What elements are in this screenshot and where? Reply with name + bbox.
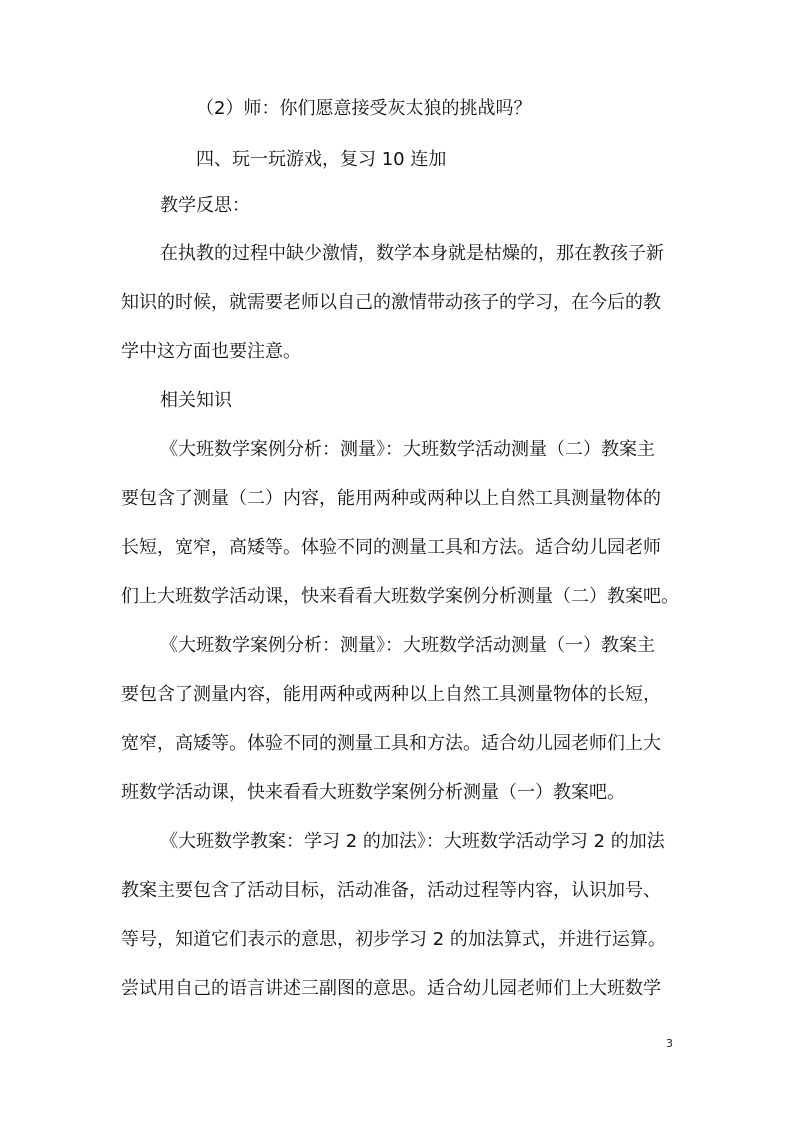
list-item-teacher-question: （2）师：你们愿意接受灰太狼的挑战吗？ [196,98,532,119]
paragraph-line: 们上大班数学活动课，快来看看大班数学案例分析测量（二）教案吧。 [121,586,679,607]
paragraph-line: 知识的时候，就需要老师以自己的激情带动孩子的学习，在今后的教 [121,292,661,313]
paragraph-line: 教案主要包含了活动目标，活动准备，活动过程等内容，认识加号、 [121,880,661,901]
paragraph-line: 《大班数学教案：学习 2 的加法》：大班数学活动学习 2 的加法 [160,831,665,852]
section-heading-related: 相关知识 [160,390,232,411]
paragraph-line: 要包含了测量内容，能用两种或两种以上自然工具测量物体的长短， [121,684,661,705]
paragraph-line: 《大班数学案例分析：测量》：大班数学活动测量（一）教案主 [160,635,655,656]
paragraph-line: 长短，宽窄，高矮等。体验不同的测量工具和方法。适合幼儿园老师 [121,537,661,558]
paragraph-line: 等号，知道它们表示的意思，初步学习 2 的加法算式，并进行运算。 [121,929,666,950]
paragraph-line: 宽窄，高矮等。体验不同的测量工具和方法。适合幼儿园老师们上大 [121,733,661,754]
paragraph-line: 在执教的过程中缺少激情，数学本身就是枯燥的，那在教孩子新 [160,243,664,264]
page-number: 3 [666,1037,673,1050]
paragraph-line: 尝试用自己的语言讲述三副图的意思。适合幼儿园老师们上大班数学 [121,978,661,999]
paragraph-line: 《大班数学案例分析：测量》：大班数学活动测量（二）教案主 [160,439,655,460]
paragraph-line: 班数学活动课，快来看看大班数学案例分析测量（一）教案吧。 [121,782,625,803]
section-heading-reflection: 教学反思： [160,195,250,216]
section-heading-game: 四、玩一玩游戏，复习 10 连加 [196,149,447,170]
paragraph-line: 要包含了测量（二）内容，能用两种或两种以上自然工具测量物体的 [121,488,661,509]
paragraph-line: 学中这方面也要注意。 [121,341,301,362]
